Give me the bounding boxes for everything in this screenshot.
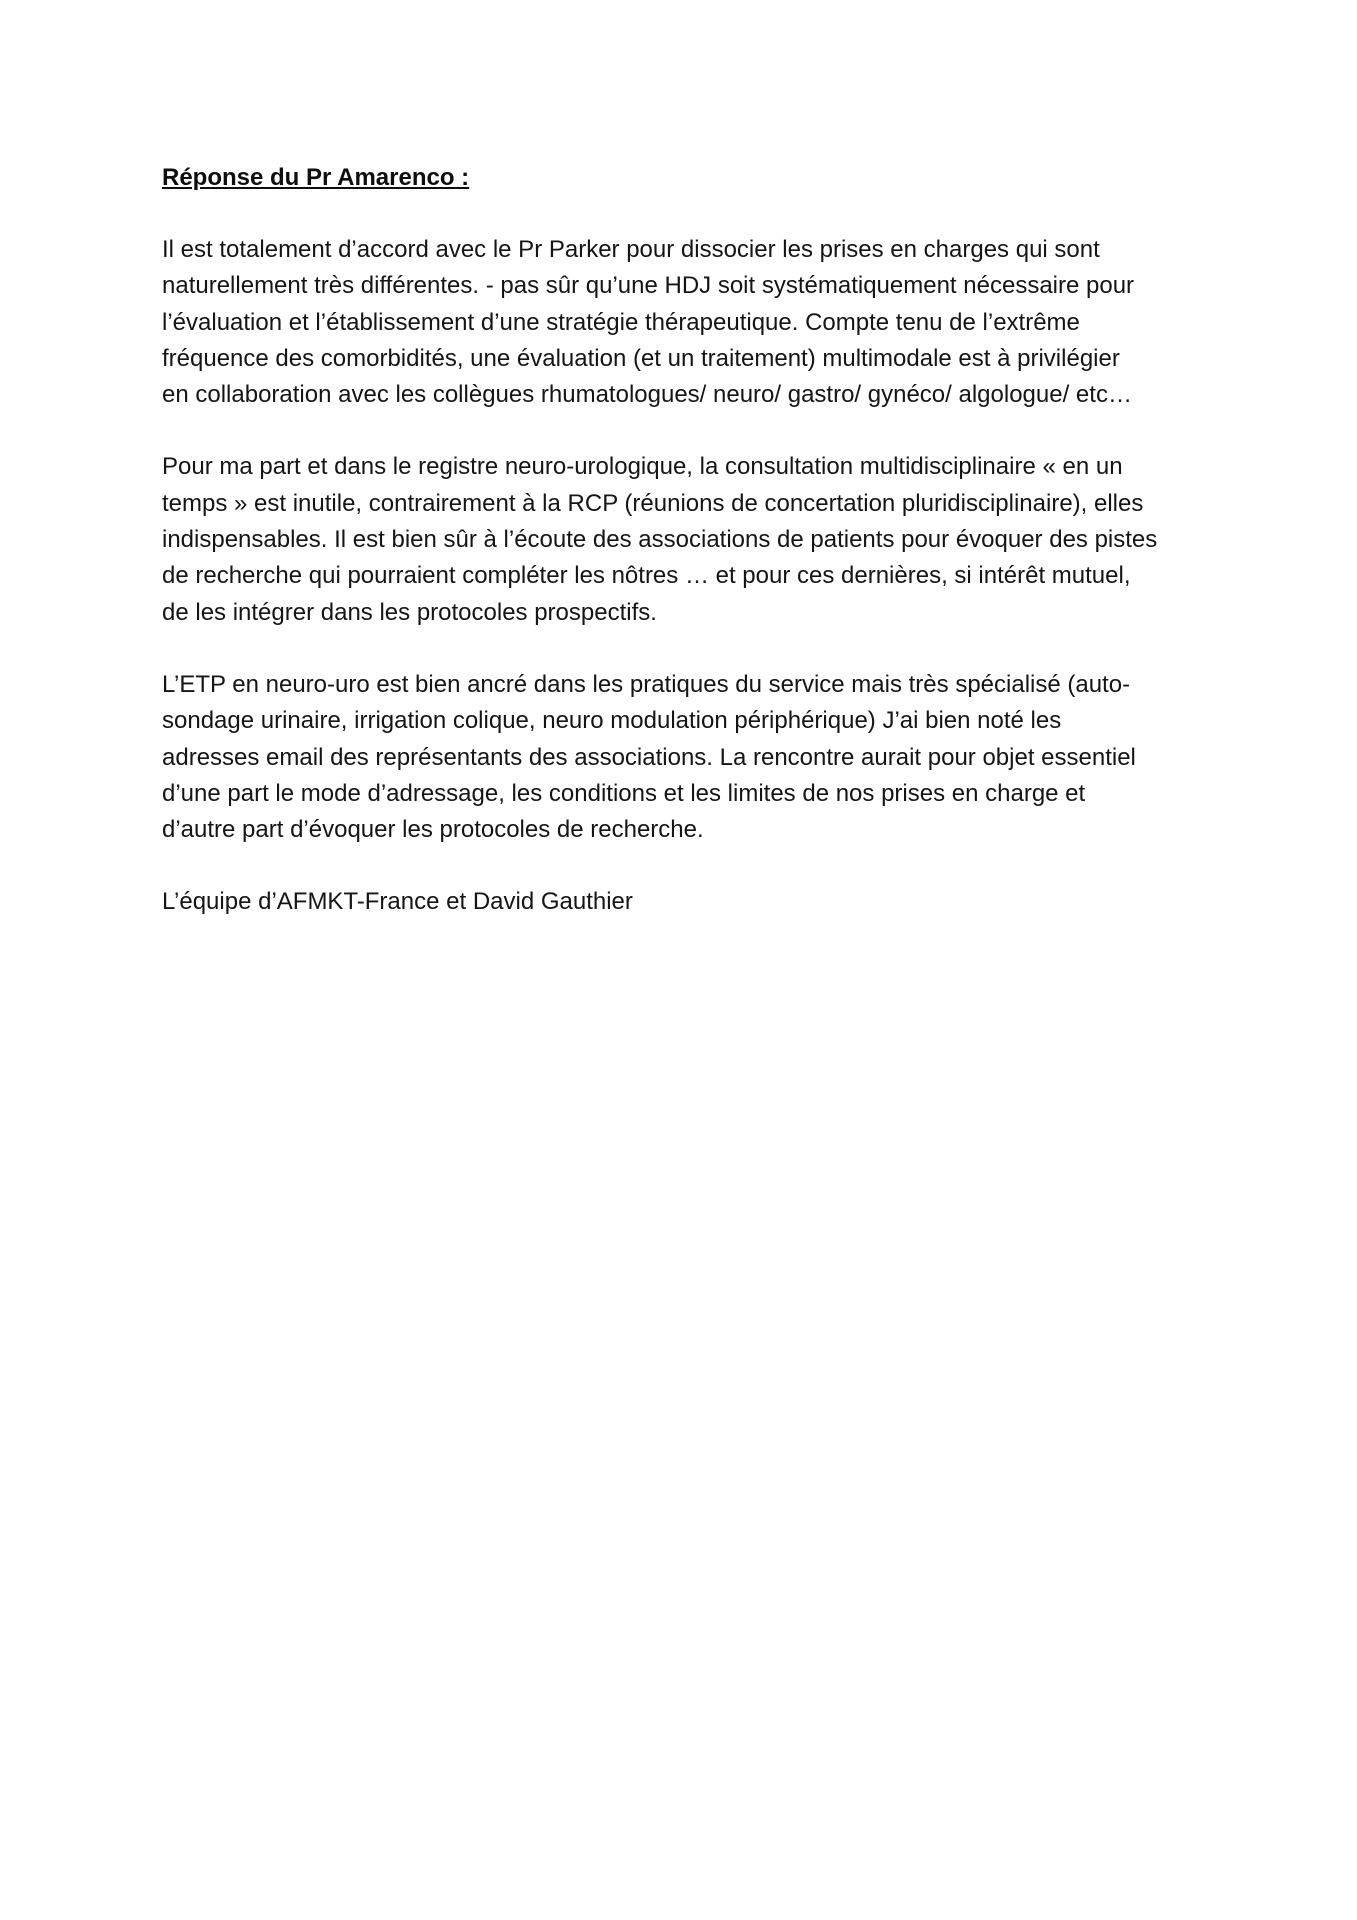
paragraph-3 [162,667,1202,848]
text-line: naturellement très différentes. - pas sûr qu’une HDJ soit systématiquement nécessaire pour [162,272,1135,300]
text-line: adresses email des représentants des associations. La rencontre aurait pour objet essentiel [162,743,1136,771]
document-heading: Réponse du Pr Amarenco : [162,164,470,191]
text-line: de recherche qui pourraient compléter les nôtres … et pour ces dernières, si intérêt mutuel, [162,562,1131,590]
text-line: L’ETP en neuro-uro est bien ancré dans les pratiques du service mais très spécialisé (auto- [162,670,1131,698]
text-line: Il est totalement d’accord avec le Pr Parker pour dissocier les prises en charges qui sont [162,236,1100,263]
text-line: d’une part le mode d’adressage, les conditions et les limites de nos prises en charge et [162,779,1086,807]
text-line: d’autre part d’évoquer les protocoles de recherche. [162,816,704,844]
text-line: en collaboration avec les collègues rhumatologues/ neuro/ gastro/ gynéco/ algologue/ etc… [162,381,1132,409]
signature: L’équipe d’AFMKT-France et David Gauthier [162,888,633,916]
text-line: de les intégrer dans les protocoles prospectifs. [162,598,657,626]
document-body [162,160,1202,920]
text-line: fréquence des comorbidités, une évaluation (et un traitement) multimodale est à privilégier [162,344,1120,372]
text-line: indispensables. Il est bien sûr à l’écoute des associations de patients pour évoquer des pistes [162,526,1158,554]
text-line: temps » est inutile, contrairement à la RCP (réunions de concertation pluridisciplinaire), elles [162,489,1144,517]
text-line: l’évaluation et l’établissement d’une stratégie thérapeutique. Compte tenu de l’extrême [162,308,1080,336]
text-line: sondage urinaire, irrigation colique, neuro modulation périphérique) J’ai bien noté les [162,707,1062,735]
paragraph-2 [162,449,1202,630]
text-line: Pour ma part et dans le registre neuro-urologique, la consultation multidisciplinaire « en un [162,453,1123,481]
paragraph-1 [162,232,1202,413]
